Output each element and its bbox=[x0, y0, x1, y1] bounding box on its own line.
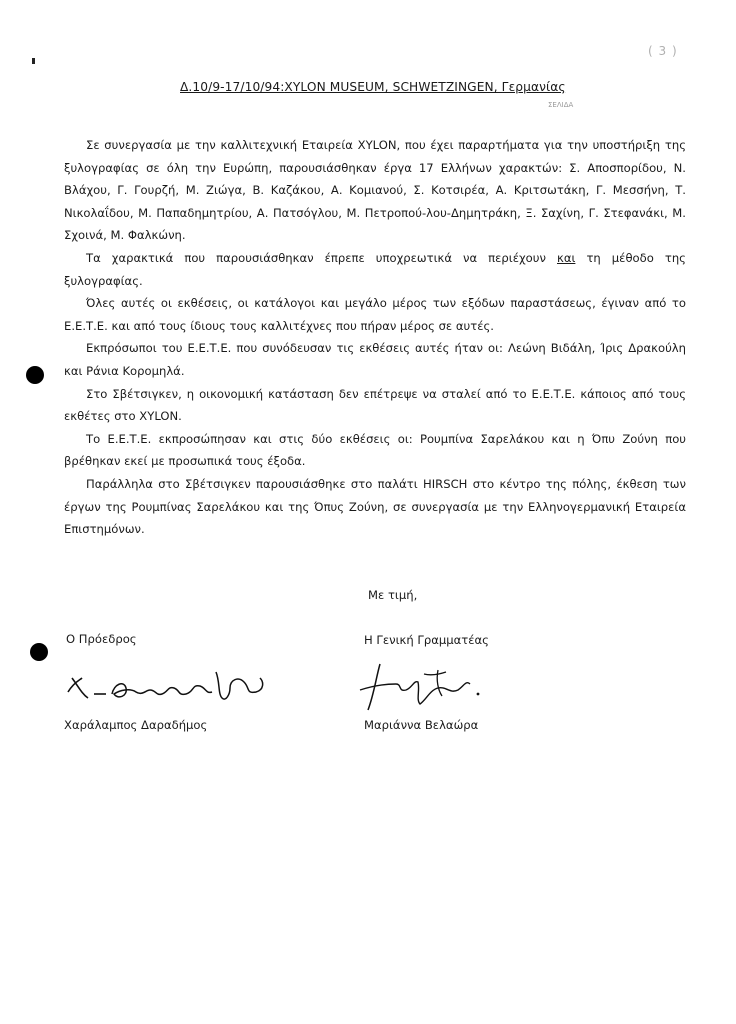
title-venue: XYLON MUSEUM, SCHWETZINGEN, Γερμανίας bbox=[284, 80, 566, 94]
paragraph-text: Τα χαρακτικά που παρουσιάσθηκαν έπρεπε υποχρεωτικά να περιέχουν bbox=[86, 250, 557, 265]
paragraph-text: τη μέθοδο της ξυλογραφίας. bbox=[64, 250, 686, 288]
right-signatory-name: Μαριάννα Βελαώρα bbox=[364, 718, 479, 732]
closing-salutation: Με τιμή, bbox=[368, 588, 418, 602]
paragraph-costs: Όλες αυτές οι εκθέσεις, οι κατάλογοι και μεγάλο μέρος των εξόδων παραστάσεως, έγιναν από το Ε.Ε.Τ.Ε. και από τους ίδιους τους καλλιτέχνες που πήραν μέρος σε αυτές. bbox=[64, 296, 686, 333]
punch-hole-bottom bbox=[30, 643, 48, 661]
paragraph-representatives: Εκπρόσωποι του Ε.Ε.Τ.Ε. που συνόδευσαν τις εκθέσεις αυτές ήταν οι: Λεώνη Βιδάλη, Ίρις Δρακούλη και Ράνια Κορομηλά. bbox=[64, 341, 686, 378]
paragraph-artists: Σε συνεργασία με την καλλιτεχνική Εταιρεία XYLON, που έχει παραρτήματα για την υποστήριξη της ξυλογραφίας σε όλη την Ευρώπη, παρουσιάσθηκαν έργα 17 Ελλήνων χαρακτών: Σ. Αποσπορίδου, Ν. Βλάχου, Γ. Γουρζή, Μ. Ζιώγα, Β. Καζάκου, Α. Κομιανού, Σ. Κοτσιρέα, Α. Κριτσωτάκη, Γ. Μεσσήνη, Τ. Νικολαΐδου, Μ. Παπαδημητρίου, Α. Πατσόγλου, Μ. Πετροπού-λου-Δημητράκη, Ξ. Σαχίνη, Γ. Στεφανάκι, Μ. Σχοινά, Μ. Φαλκώνη. bbox=[64, 138, 686, 243]
left-signatory-name: Χαράλαμπος Δαραδήμος bbox=[64, 718, 208, 732]
document-title bbox=[180, 80, 566, 94]
letter-body bbox=[64, 134, 686, 541]
left-handwritten-signature bbox=[60, 664, 270, 710]
left-signatory-role: Ο Πρόεδρος bbox=[66, 632, 137, 646]
paragraph-both-exhibitions: Το Ε.Ε.Τ.Ε. εκπροσώπησαν και στις δύο εκθέσεις οι: Ρουμπίνα Σαρελάκου και η Όπυ Ζούνη που βρέθηκαν εκεί με προσωπικά τους έξοδα. bbox=[64, 431, 686, 469]
underlined-word: και bbox=[557, 250, 576, 265]
right-signatory-role: Η Γενική Γραμματέας bbox=[364, 633, 489, 647]
paragraph-schwetzingen: Στο Σβέτσιγκεν, η οικονομική κατάσταση δεν επέτρεψε να σταλεί από το Ε.Ε.Τ.Ε. κάποιος από τους εκθέτες στο XYLON. bbox=[64, 386, 686, 424]
punch-hole-top bbox=[26, 366, 44, 384]
scan-mark bbox=[32, 58, 35, 64]
title-date-range: Δ.10/9-17/10/94: bbox=[180, 80, 285, 94]
paragraph-woodcut-requirement bbox=[64, 247, 686, 292]
paragraph-hirsch-palace: Παράλληλα στο Σβέτσιγκεν παρουσιάσθηκε στο παλάτι HIRSCH στο κέντρο της πόλης, έκθεση των έργων της Ρουμπίνας Σαρελάκου και της Όπυς Ζούνη, σε συνεργασία με την Ελληνογερμανική Εταιρεία Επιστημόνων. bbox=[64, 476, 686, 537]
right-handwritten-signature bbox=[354, 660, 494, 716]
page-number: ( 3 ) bbox=[648, 44, 678, 58]
title-stamp: ΣΕΛΙΔΑ bbox=[548, 101, 574, 109]
